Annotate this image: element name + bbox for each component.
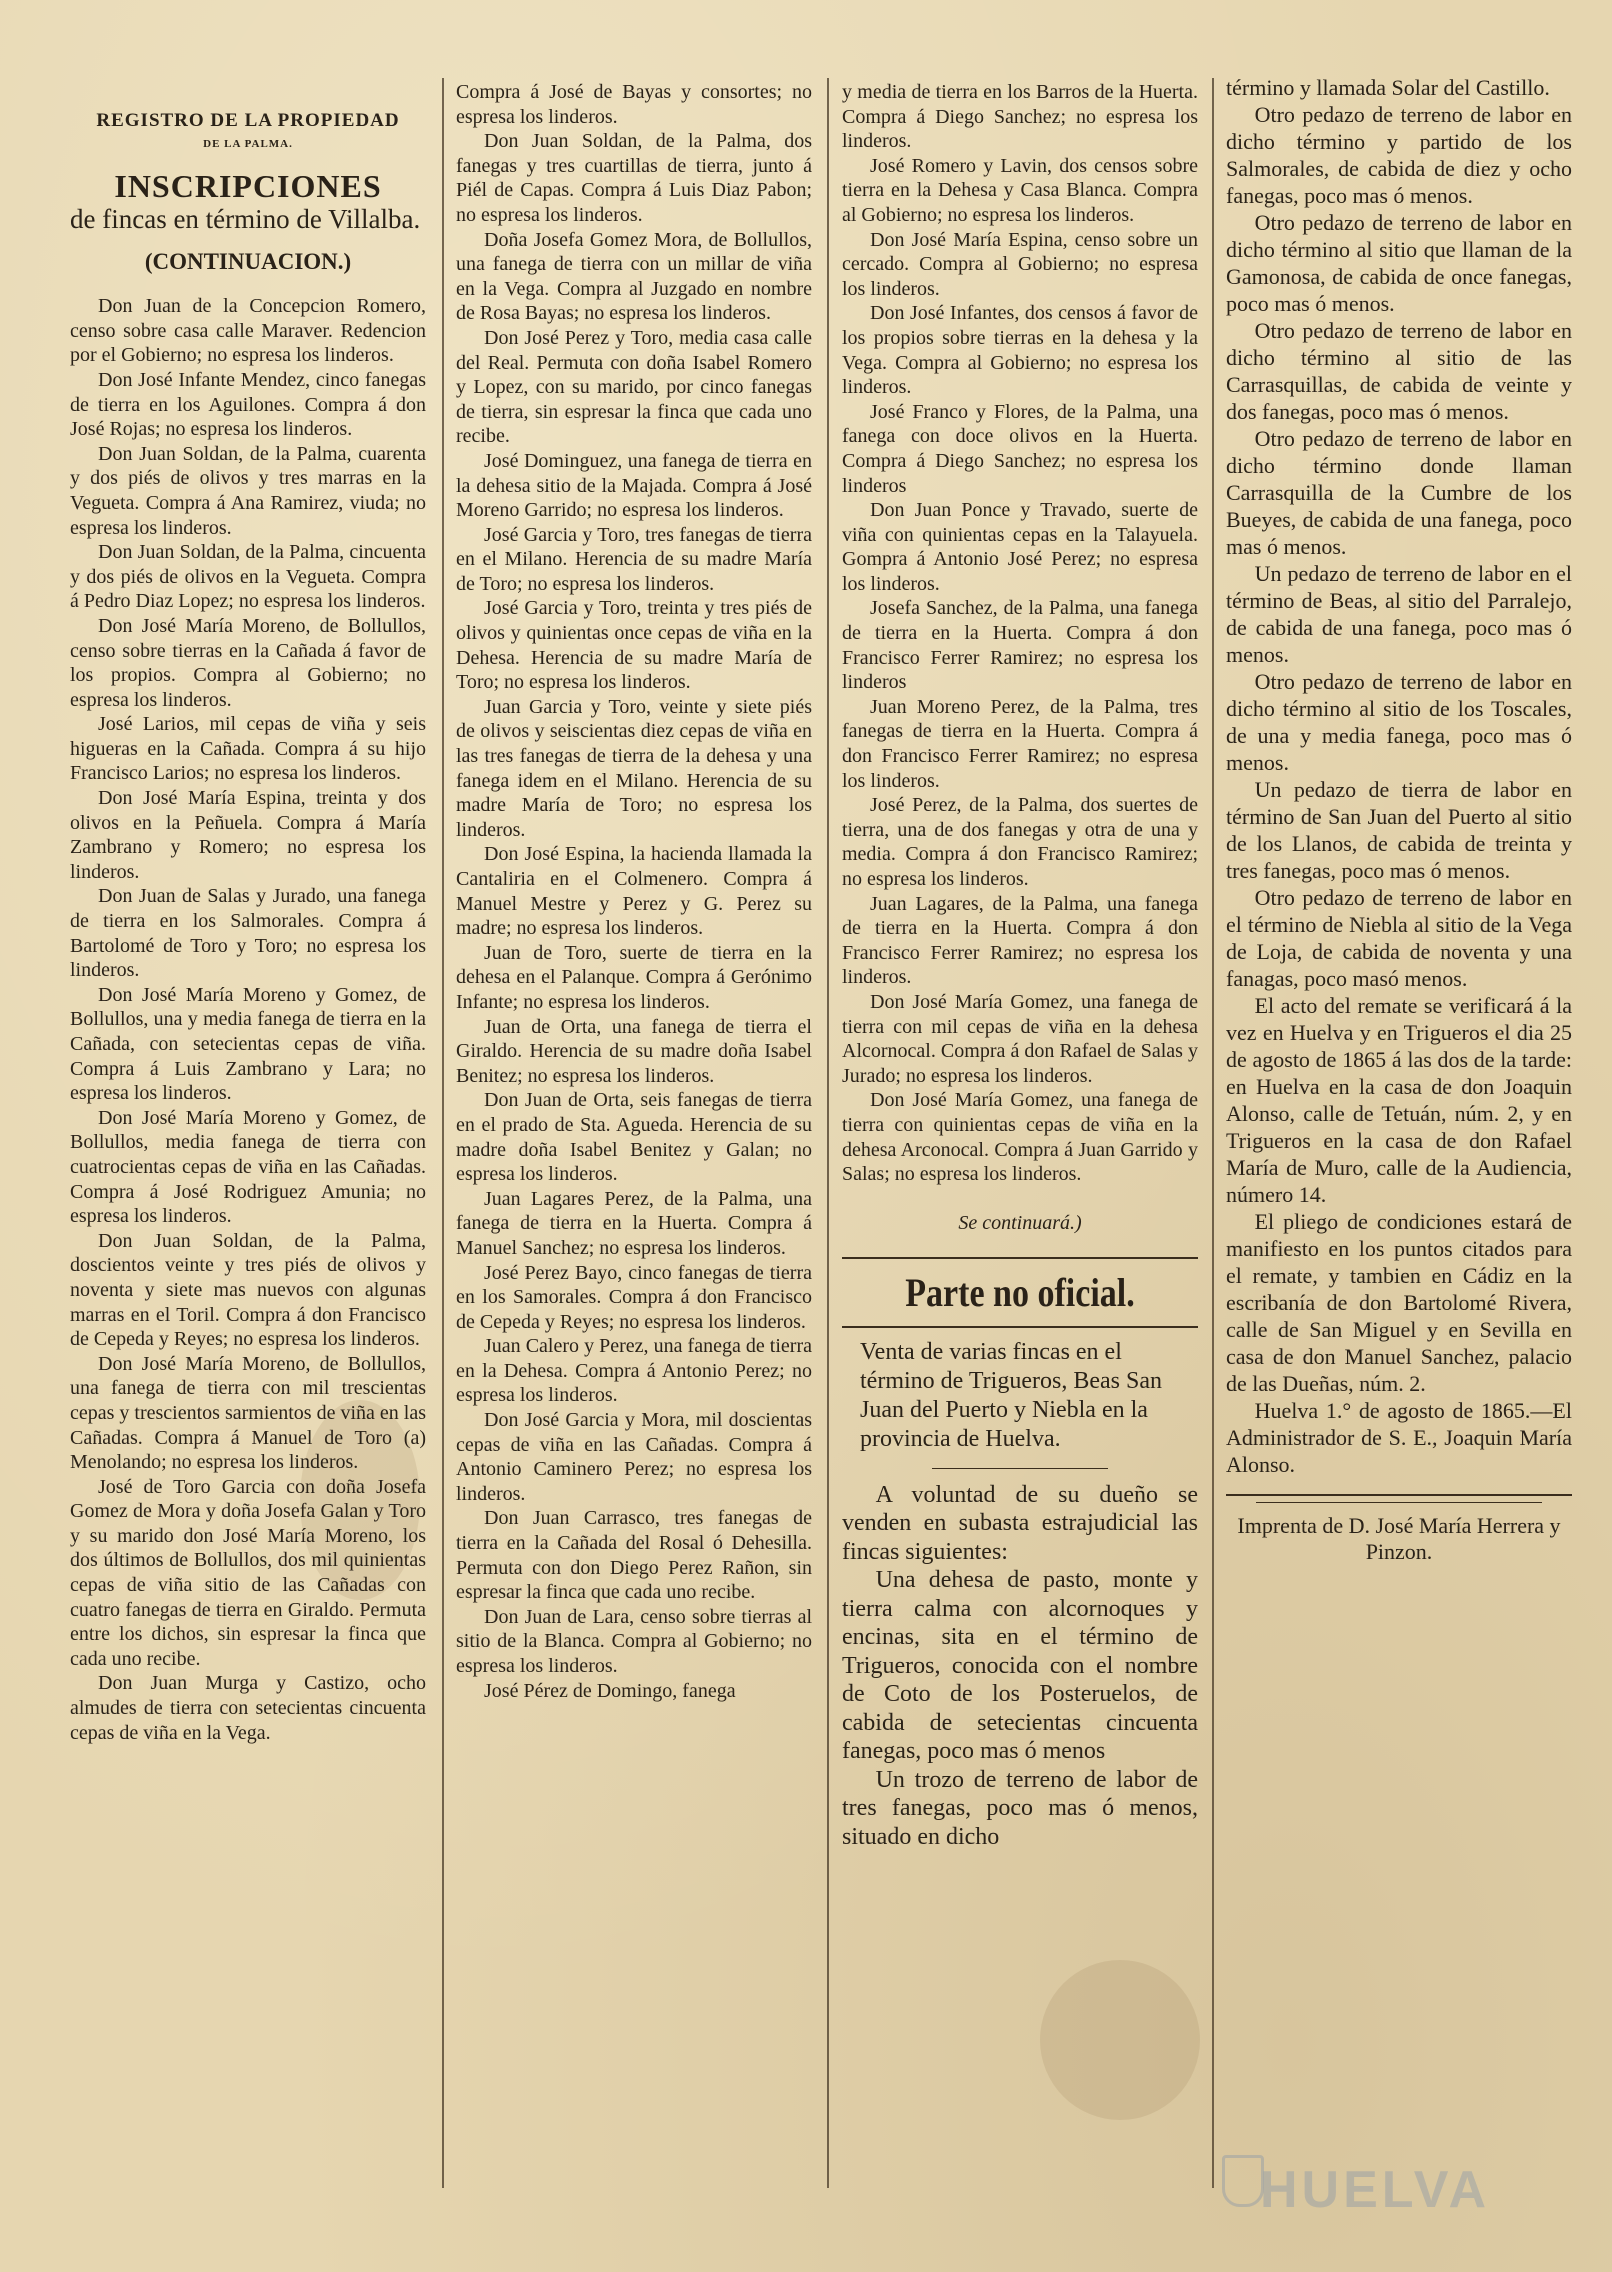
section-divider [932, 1468, 1108, 1469]
entry: Don Juan de Orta, seis fanegas de tierra en el prado de Sta. Agueda. Herencia de su madre doña Isabel Benitez y Galan; no espresa los linderos. [456, 1089, 812, 1186]
entry: Josefa Sanchez, de la Palma, una fanega de tierra en la Huerta. Compra á don Francisco Ferrer Ramirez; no espresa los linderos [842, 597, 1198, 694]
archive-watermark: HUELVA [1260, 2161, 1491, 2219]
entry: Don Juan Soldan, de la Palma, cincuenta y dos piés de olivos en la Vegueta. Compra á Pedro Diaz Lopez; no espresa los linderos. [70, 541, 426, 613]
column-4 [1226, 74, 1572, 2234]
entry: Don Juan Murga y Castizo, ocho almudes de tierra con setecientas cincuenta cepas de viña en la Vega. [70, 1672, 426, 1744]
column-1 [70, 72, 426, 2232]
entry: José Garcia y Toro, treinta y tres piés de olivos y quinientas once cepas de viña en la Dehesa. Herencia de su madre María de Toro; no espresa los linderos. [456, 597, 812, 694]
registry-title: REGISTRO DE LA PROPIEDAD [96, 110, 400, 131]
entry: Doña Josefa Gomez Mora, de Bollullos, una fanega de tierra con un millar de viña en la Vega. Compra al Juzgado en nombre de Rosa Bayas; no espresa los linderos. [456, 228, 812, 325]
entry: Don Juan de Lara, censo sobre tierras al sitio de la Blanca. Compra al Gobierno; no espresa los linderos. [456, 1605, 812, 1677]
entry: Don José María Moreno, de Bollullos, una fanega de tierra con mil trescientas cepas y trescientos sarmientos de viña en las Cañadas. Compra á Manuel de Toro (a) Menolando; no espresa los linderos. [70, 1352, 426, 1474]
sale-heading: Venta de varias fincas en el término de Trigueros, Beas San Juan del Puerto y Niebla en la provincia de Huelva. [860, 1338, 1162, 1452]
section-divider [842, 1326, 1198, 1328]
entry: Juan Garcia y Toro, veinte y siete piés de olivos y seiscientas diez cepas de viña en las tres fanegas de tierra de la dehesa y una fanega idem en el Milano. Herencia de su madre María de Toro; no espresa los linderos. [456, 695, 812, 841]
section-divider [1256, 1502, 1542, 1503]
entry: José Pérez de Domingo, fanega [484, 1679, 736, 1702]
entry: Don Juan Soldan, de la Palma, doscientos veinte y tres piés de olivos y noventa y siete mas nuevos con algunas marras en el Toril. Compra á don Francisco de Cepeda y Reyes; no espresa los linderos. [70, 1229, 426, 1351]
entry: Otro pedazo de terreno de labor en el término de Niebla al sitio de la Vega de Loja, de cabida de noventa y una fanagas, poco masó menos. [1226, 885, 1572, 991]
entry: José Perez Bayo, cinco fanegas de tierra en los Samorales. Compra á don Francisco de Cepeda y Reyes; no espresa los linderos. [456, 1261, 812, 1333]
shield-icon [1222, 2155, 1264, 2207]
entry: Don José María Moreno y Gomez, de Bollullos, una y media fanega de tierra en la Cañada, con setecientas cepas de viña. Compra á Luis Zambrano y Lara; no espresa los linderos. [70, 983, 426, 1105]
entry: término y llamada Solar del Castillo. [1226, 75, 1550, 100]
entry: Otro pedazo de terreno de labor en dicho término donde llaman Carrasquilla de la Cumbre de los Bueyes, de cabida de una fanega, poco mas ó menos. [1226, 426, 1572, 559]
entry: y media de tierra en los Barros de la Huerta. Compra á Diego Sanchez; no espresa los linderos. [842, 81, 1198, 153]
entry: Don Juan de Salas y Jurado, una fanega de tierra en los Salmorales. Compra á Bartolomé de Toro y Toro; no espresa los linderos. [70, 885, 426, 982]
entry: Compra á José de Bayas y consortes; no espresa los linderos. [456, 81, 812, 128]
entry: Otro pedazo de terreno de labor en dicho término y partido de los Salmorales, de cabida de diez y ocho fanegas, poco mas ó menos. [1226, 102, 1572, 208]
entry: Don Juan Soldan, de la Palma, cuarenta y dos piés de olivos y tres marras en la Vegueta. Compra á Ana Ramirez, viuda; no espresa los linderos. [70, 442, 426, 539]
entry: José de Toro Garcia con doña Josefa Gomez de Mora y doña Josefa Galan y Toro y su marido don José María Moreno, los dos últimos de Bollullos, dos mil quinientas cepas de viña sitio de las Cañadas con cuatro fanegas de tierra en Giraldo. Permuta entre los dichos, sin espresar la finca que cada uno recibe. [70, 1475, 426, 1670]
entry: Don José Perez y Toro, media casa calle del Real. Permuta con doña Isabel Romero y Lopez, con su marido, por cinco fanegas de tierra, sin espresar la finca que cada uno recibe. [456, 326, 812, 448]
entry: Otro pedazo de terreno de labor en dicho término al sitio de las Carrasquillas, de cabida de veinte y dos fanegas, poco mas ó menos. [1226, 318, 1572, 424]
entry: Juan Calero y Perez, una fanega de tierra en la Dehesa. Compra á Antonio Perez; no espresa los linderos. [456, 1335, 812, 1407]
entry: Un pedazo de tierra de labor en término de San Juan del Puerto al sitio de los Llanos, de cabida de treinta y tres fanegas, poco mas ó menos. [1226, 777, 1572, 883]
column-rule [827, 78, 829, 2188]
entry: José Dominguez, una fanega de tierra en la dehesa sitio de la Majada. Compra á José Moreno Garrido; no espresa los linderos. [456, 449, 812, 522]
continuation-label: (CONTINUACION.) [144, 248, 352, 274]
section-divider [842, 1257, 1198, 1259]
entry: Juan de Toro, suerte de tierra en la dehesa en el Palanque. Compra á Gerónimo Infante; no espresa los linderos. [456, 941, 812, 1013]
entry: Un pedazo de terreno de labor en el término de Beas, al sitio del Parralejo, de cabida de una fanega, poco mas ó menos. [1226, 561, 1572, 667]
entry: Don José María Moreno, de Bollullos, censo sobre tierras en la Cañada á favor de los propios. Compra al Gobierno; no espresa los linderos. [70, 614, 426, 711]
column-3 [842, 80, 1198, 2240]
registry-subtitle: DE LA PALMA. [203, 138, 293, 150]
entry: Otro pedazo de terreno de labor en dicho término al sitio que llaman de la Gamonosa, de cabida de once fanegas, poco mas ó menos. [1226, 210, 1572, 316]
entry: Don José María Gomez, una fanega de tierra con mil cepas de viña en la dehesa Alcornocal. Compra á don Rafael de Salas y Jurado; no espresa los linderos. [842, 990, 1198, 1087]
entry: Un trozo de terreno de labor de tres fanegas, poco mas ó menos, situado en dicho [842, 1766, 1198, 1850]
column-rule [442, 78, 444, 2188]
entry: Huelva 1.° de agosto de 1865.—El Administrador de S. E., Joaquin María Alonso. [1226, 1398, 1572, 1477]
entry: A voluntad de su dueño se venden en subasta estrajudicial las fincas siguientes: [842, 1481, 1198, 1565]
entry: Don Juan Carrasco, tres fanegas de tierra en la Cañada del Rosal ó Dehesilla. Permuta con don Diego Perez Rañon, sin espresar la finca que cada uno recibe. [456, 1507, 812, 1604]
entry: Don José María Espina, treinta y dos olivos en la Peñuela. Compra á María Zambrano y Romero; no espresa los linderos. [70, 787, 426, 883]
entry: Don Juan de la Concepcion Romero, censo sobre casa calle Maraver. Redencion por el Gobierno; no espresa los linderos. [70, 295, 426, 367]
entry: Don José Garcia y Mora, mil doscientas cepas de viña en las Cañadas. Compra á Antonio Caminero Perez; no espresa los linderos. [456, 1409, 812, 1505]
inscriptions-subtitle: de fincas en término de Villalba. [70, 203, 421, 234]
entry: José Perez, de la Palma, dos suertes de tierra, una de dos fanegas y otra de una y media. Compra á don Francisco Ramirez; no espresa los linderos. [842, 794, 1198, 890]
section-divider [1226, 1494, 1572, 1496]
entry: Juan Lagares, de la Palma, una fanega de tierra en la Huerta. Compra á don Francisco Ferrer Ramirez; no espresa los linderos. [842, 892, 1198, 989]
column-rule [1212, 78, 1214, 2188]
inscriptions-title: INSCRIPCIONES [114, 167, 382, 204]
entry: Don José María Gomez, una fanega de tierra con quinientas cepas de viña en la dehesa Arconocal. Compra á Juan Garrido y Salas; no espresa los linderos. [842, 1089, 1198, 1186]
entry: José Romero y Lavin, dos censos sobre tierra en la Dehesa y Casa Blanca. Compra al Gobierno; no espresa los linderos. [842, 154, 1198, 226]
entry: El acto del remate se verificará á la vez en Huelva y en Trigueros el dia 25 de agosto de 1865 á las dos de la tarde: en Huelva en la casa de don Joaquin Alonso, calle de Tetuán, núm. 2, y en Trigueros en la casa de don Rafael María de Muro, calle de la Audiencia, número 14. [1226, 993, 1572, 1207]
entry: José Larios, mil cepas de viña y seis higueras en la Cañada. Compra á su hijo Francisco Larios; no espresa los linderos. [70, 713, 426, 785]
entry: Don José Espina, la hacienda llamada la Cantaliria en el Colmenero. Compra á Manuel Mestre y Perez y G. Perez su madre; no espresa los linderos. [456, 843, 812, 940]
entry: Don José María Espina, censo sobre un cercado. Compra al Gobierno; no espresa los linderos. [842, 228, 1198, 300]
section-title: Parte no oficial. [905, 1270, 1135, 1316]
entry: José Franco y Flores, de la Palma, una fanega con doce olivos en la Huerta. Compra á Diego Sanchez; no espresa los linderos [842, 400, 1198, 497]
entry: Don Juan Soldan, de la Palma, dos fanegas y tres cuartillas de tierra, junto á Piél de Capas. Compra á Luis Diaz Pabon; no espresa los linderos. [456, 130, 812, 226]
printer-imprint: Imprenta de D. José María Herrera y Pinzon. [1237, 1513, 1561, 1564]
entry: Juan de Orta, una fanega de tierra el Giraldo. Herencia de su madre doña Isabel Benitez; no espresa los linderos. [456, 1015, 812, 1087]
entry: José Garcia y Toro, tres fanegas de tierra en el Milano. Herencia de su madre María de Toro; no espresa los linderos. [456, 523, 812, 595]
entry: Don José Infante Mendez, cinco fanegas de tierra en los Aguilones. Compra á don José Rojas; no espresa los linderos. [70, 368, 426, 441]
entry: Juan Lagares Perez, de la Palma, una fanega de tierra en la Huerta. Compra á Manuel Sanchez; no espresa los linderos. [456, 1187, 812, 1259]
column-2 [456, 80, 812, 2240]
entry: Don Juan Ponce y Travado, suerte de viña con quinientas cepas en la Talayuela. Gompra á Antonio José Perez; no espresa los linderos. [842, 499, 1198, 595]
continued-note: Se continuará.) [958, 1211, 1082, 1234]
entry: Otro pedazo de terreno de labor en dicho término al sitio de los Toscales, de una y media fanega, poco mas ó menos. [1226, 669, 1572, 775]
entry: Don José Infantes, dos censos á favor de los propios sobre tierras en la dehesa y la Vega. Compra al Gobierno; no espresa los linderos. [842, 302, 1198, 399]
entry: El pliego de condiciones estará de manifiesto en los puntos citados para el remate, y tambien en Cádiz en la escribanía de don Bartolomé Rivera, calle de San Miguel y en Sevilla en casa de don Manuel Sanchez, palacio de las Dueñas, núm. 2. [1226, 1209, 1572, 1396]
entry: Don José María Moreno y Gomez, de Bollullos, media fanega de tierra con cuatrocientas cepas de viña en las Cañadas. Compra á José Rodriguez Amunia; no espresa los linderos. [70, 1106, 426, 1228]
entry: Una dehesa de pasto, monte y tierra calma con alcornoques y encinas, sita en el término de Trigueros, conocida con el nombre de Coto de los Posteruelos, de cabida de setecientas cincuenta fanegas, poco mas ó menos [842, 1567, 1198, 1765]
entry: Juan Moreno Perez, de la Palma, tres fanegas de tierra en la Huerta. Compra á don Francisco Ferrer Ramirez; no espresa los linderos. [842, 695, 1198, 792]
